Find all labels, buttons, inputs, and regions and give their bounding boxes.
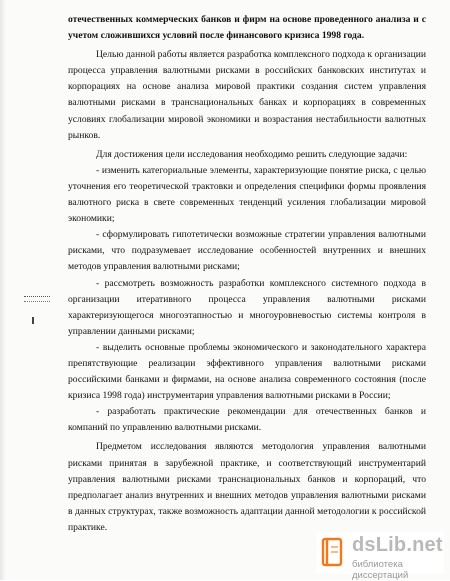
margin-scribble-mark xyxy=(24,296,50,302)
watermark-subtitle: библиотека диссертаций xyxy=(352,559,409,581)
paragraph-intro-tail: отечественных коммерческих банков и фирм на основе проведенного анализа и с учетом сложившихся условий после финансового кризиса 1998 года. xyxy=(68,14,426,42)
watermark-footer xyxy=(316,532,444,581)
list-item-task-1: - изменить категориальные элементы, характеризующие понятие риска, с целью уточнения его теоретической трактовки и определения специфики формы проявления валютного риска в свете современных тенденций усиления глобализации мировой экономики; xyxy=(68,164,426,225)
list-item-task-4: - выделить основные проблемы экономического и законодательного характера препятствующие реализации эффективного управления валютными рисками российскими банками и фирмами, на основе анализа современного состояния (после кризиса 1998 года) инструментария управления валютными рисками в России; xyxy=(68,341,426,402)
paragraph-subject: Предметом исследования являются методология управления валютными рисками принятая в зарубежной практике, и соответствующий инструментарий управления валютными рисками транснациональных банков и корпораций, что предполагает анализ внутренних и внешних методов управления валютными рисками в данных структурах, также возможность адаптации данной методологии к российской практике. xyxy=(68,441,426,533)
list-item-task-5: - разработать практические рекомендации для отечественных банков и компаний по управлению валютными рисками. xyxy=(68,406,426,434)
scan-edge-shadow xyxy=(0,0,6,580)
paragraph-goal: Целью данной работы является разработка комплексного подхода к организации процесса управления валютными рисками в российских банковских институтах и корпорациях на основе анализа мировой практики создания систем управления валютными рисками в транснациональных банках и корпорациях в современных условиях глобализации мировой экономики и возрастания нестабильности валютных рынков. xyxy=(68,49,426,141)
list-item-task-2: - сформулировать гипотетически возможные стратегии управления валютными рисками, что подразумевает исследование особенностей внутренних и внешних методов управления валютными рисками; xyxy=(68,229,426,273)
list-item-task-3: - рассмотреть возможность разработки комплексного системного подхода в организации итеративного процесса управления валютными рисками характеризующегося многоэтапностью и многоуровневостью системы контроля в управлении данными рисками; xyxy=(68,277,426,337)
watermark-brand: dsLib.net xyxy=(352,534,443,556)
dslib-logo-icon xyxy=(320,535,346,569)
margin-tick-mark xyxy=(32,317,34,324)
document-body xyxy=(68,12,426,536)
paragraph-tasks-lead: Для достижения цели исследования необходимо решить следующие задачи: xyxy=(96,148,408,160)
